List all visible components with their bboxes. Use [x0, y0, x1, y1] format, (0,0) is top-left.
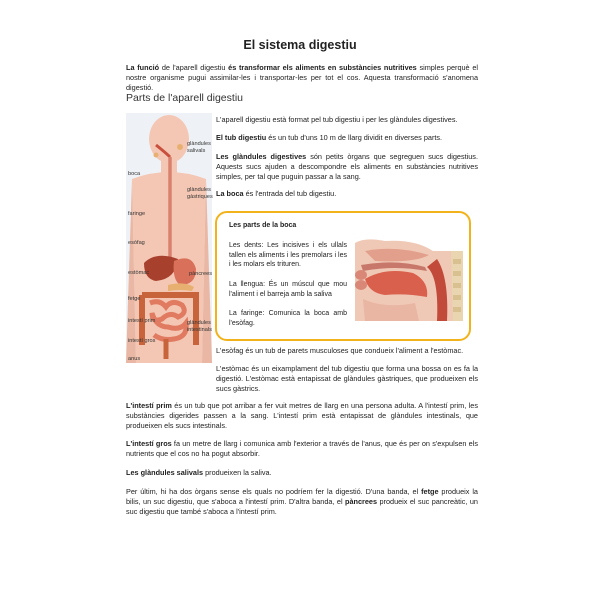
mouth-box-faringe: [229, 309, 347, 328]
mouth-box-llengua: [229, 280, 347, 299]
label-faringe: faringe: [128, 211, 146, 217]
label-fetge: fetge: [128, 296, 141, 302]
paragraph-boca: [216, 189, 478, 199]
mouth-box-dents: [229, 241, 347, 270]
paragraph-glandules-digestives: [216, 152, 478, 182]
bold-glandules-digestives: Les glàndules digestives: [216, 152, 307, 161]
text-boca: és l'entrada del tub digestiu.: [243, 189, 337, 198]
llengua-label: La llengua: [229, 281, 264, 288]
paragraph-fetge-pancrees: [126, 487, 478, 517]
text-pancrees: produeix el suc pancreàtic, un suc digestiu que també s'aboca a l'intestí prim.: [126, 497, 478, 516]
paragraph-tub-digestiu: [216, 133, 478, 143]
section-heading: Parts de l'aparell digestiu: [126, 92, 243, 104]
page-title: El sistema digestiu: [243, 38, 357, 52]
text-fetge-2: produeix la bilis, un suc digestiu, que s'aboca a l'intestí prim. D'altra banda, el: [126, 487, 478, 506]
text-glandules-digestives: són petits òrgans que segreguen sucs digestius. Aquests sucs ajuden a descompondre els aliments en substàncies nutritives simples, per tal que puguin passar a la sang.: [216, 152, 478, 181]
intro-bold-2: és transformar els aliments en substàncies nutritives: [228, 63, 417, 72]
text-glandules-salivals: produeixen la saliva.: [203, 468, 272, 477]
bold-tub-digestiu: El tub digestiu: [216, 133, 267, 142]
faringe-text: : Comunica la boca amb l'esòfag.: [229, 310, 348, 327]
label-intesti-prim: intestí prim: [128, 318, 156, 324]
paragraph-intesti-prim: [126, 401, 478, 431]
paragraph-intesti-gros: [126, 439, 478, 459]
intro-text-2: simples perquè el nostre organisme pugui assimilar-les i transportar-les per tot el cos. Aquesta transformació s'anomena digestió.: [126, 63, 479, 92]
text-intesti-gros: fa un metre de llarg i comunica amb l'exterior a través de l'anus, que és per on s'expulsen els nutrients que el cos no ha pogut absorbir.: [126, 439, 478, 458]
text-fetge-1: Per últim, hi ha dos òrgans sense els quals no podríem fer la digestió. D'una banda, el: [126, 487, 422, 496]
bold-boca: La boca: [216, 189, 244, 198]
mouth-parts-box: [215, 211, 471, 341]
text-tub-digestiu: és un tub d'uns 10 m de llarg dividit en diverses parts.: [266, 133, 443, 142]
mouth-cross-section-illustration: [355, 237, 463, 321]
paragraph-estomac: L'estòmac és un eixamplament del tub digestiu que forma una bossa on es fa la digestió. L'estòmac està entapissat de glàndules gàstriques, que produeixen els sucs gàstrics.: [216, 364, 478, 393]
label-pancrees: pàncrees: [189, 271, 213, 277]
mouth-cross-section-svg: [355, 237, 463, 321]
intro-bold-1: La funció: [126, 63, 160, 72]
paragraph-glandules-salivals: [126, 468, 478, 478]
faringe-label: La faringe: [229, 310, 263, 317]
label-glandules-gastriques: glàndules gàstriques: [187, 187, 213, 200]
text-intesti-prim: és un tub que pot arribar a fer vuit metres de llarg en una persona adulta. A l'intestí prim, les substàncies digerides passen a la sang. L'intestí prim està entapissat de glàndules intestinals, que produeixen els sucs intestinals.: [126, 401, 478, 430]
paragraph-aparell: L'aparell digestiu està format pel tub digestiu i per les glàndules digestives.: [216, 115, 458, 124]
label-glandules-salivals: glàndules salivals: [187, 141, 211, 154]
bold-intesti-gros: L'intestí gros: [126, 439, 172, 448]
label-intesti-gros: intestí gros: [128, 338, 156, 344]
bold-fetge: fetge: [421, 487, 439, 496]
paragraph-esofag: L'esòfag és un tub de parets musculoses que condueix l'aliment a l'estòmac.: [216, 346, 464, 355]
dents-text: : Les incisives i els ullals tallen els aliments i les premolars i les i les molars els trituren.: [229, 242, 347, 269]
label-boca: boca: [128, 171, 141, 177]
label-anus: anus: [128, 356, 141, 362]
mouth-box-title: Les parts de la boca: [229, 222, 297, 229]
llengua-text: : És un múscul que mou l'aliment i el barreja amb la saliva: [229, 281, 347, 298]
bold-pancrees: pàncrees: [345, 497, 378, 506]
bold-intesti-prim: L'intestí prim: [126, 401, 172, 410]
label-esofag: esòfag: [128, 240, 145, 246]
bold-glandules-salivals: Les glàndules salivals: [126, 468, 204, 477]
intro-paragraph: [126, 63, 478, 93]
dents-label: Les dents: [229, 242, 262, 249]
intro-text-1: de l'aparell digestiu: [159, 63, 229, 72]
label-glandules-intestinals: glàndules intestinals: [187, 320, 212, 333]
label-estomac: estòmac: [128, 270, 150, 276]
